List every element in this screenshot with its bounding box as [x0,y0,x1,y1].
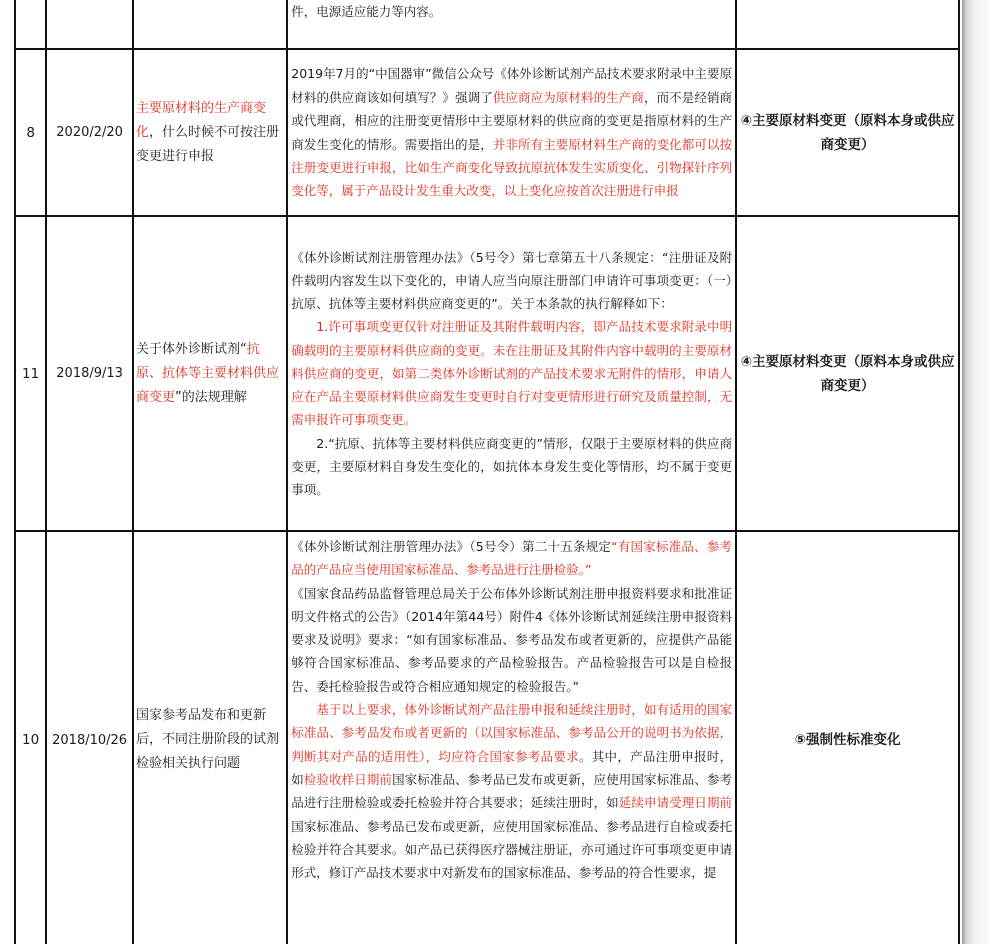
row-content [287,0,736,49]
row-index: 10 [15,531,46,944]
row-date: 2018/9/13 [46,216,133,531]
row-content-text [288,62,735,202]
table-row-8 [15,49,959,216]
row-category [736,0,959,49]
row-date: 2020/2/20 [46,49,133,216]
body-text: ”的法规理解 [175,389,247,405]
row-topic-text [134,338,286,410]
body-text: 关于体外诊断试剂“ [135,341,247,357]
body-text: 件，电源适应能力等内容。 [291,4,442,19]
row-content-text [288,246,735,501]
table-row-11 [15,216,959,531]
body-text: 《体外诊断试剂注册管理办法》（5号令）第七章第五十八条规定：“注册证及附件载明内容发生以下变化的，申请人应当向原注册部门申请许可事项变更：（一）抗原、抗体等主要材料供应商变更的”。关于本条款的执行解释如下： [291,249,733,312]
content-paragraph [291,432,732,502]
body-text: 2.“抗原、抗体等主要材料供应商变更的”情形，仅限于主要原材料的供应商变更，主要原材料自身发生变化的，如抗体本身发生变化等情形，均不属于变更事项。 [291,435,733,497]
row-topic [133,49,287,216]
row-date: 2018/10/26 [46,531,133,944]
body-text: ，而不是经销商或代理商，相应的注册变更情形中主要原材料的供应商的变更是指原材料的生产商发生变化的情形。需要指出的是， [291,89,733,152]
content-paragraph [291,582,732,698]
body-text: 国家标准品、参考品已发布或更新，应使用国家标准品、参考品进行自检或委托检验并符合其要求。如产品已获得医疗器械注册证，亦可通过许可事项变更申请形式，修订产品技术要求中对新发布的国家标准品、参考品的符合性要求，提 [291,818,733,881]
row-index: 8 [15,49,46,216]
row-topic-text [134,97,286,169]
highlighted-text: 抗原、抗体等主要材料供应商变更 [135,341,279,405]
row-index [15,0,46,49]
row-content-text [288,0,735,24]
table-row-partial [15,0,959,49]
content-paragraph [291,0,732,24]
highlighted-text: 检验收样日期前 [303,771,393,787]
highlighted-text: 并非所有主要原材料生产商的变化都可以按注册变更进行申报，比如生产商变化导致抗原抗体发生实质变化、引物探针序列变化等，属于产品设计发生重大改变，以上变化应按首次注册进行申报 [291,136,733,199]
row-content [287,216,736,531]
row-category-text: ④主要原材料变更（原料本身或供应商变更） [740,353,955,394]
row-topic-text [134,704,286,776]
body-text: 。其中，产品注册申报时，如 [291,748,733,787]
row-category-text: ⑤强制性标准变化 [794,732,901,748]
row-content [287,531,736,944]
content-paragraph [291,535,732,582]
highlighted-text: 延续申请受理日期前 [618,795,733,811]
row-category-text: ④主要原材料变更（原料本身或供应商变更） [740,112,955,153]
row-topic [133,531,287,944]
body-text: 2019年7月的“中国器审”微信公众号《体外诊断试剂产品技术要求附录中主要原材料的供应商该如何填写？》强调了 [291,66,733,105]
highlighted-text: 供应商应为原材料的生产商 [492,89,644,105]
highlighted-text: 基于以上要求，体外诊断试剂产品注册申报和延续注册时，如有适用的国家标准品、参考品发布或者更新的（以国家标准品、参考品公开的说明书为依据，判断其对产品的适用性），均应符合国家参考品要求 [291,702,733,764]
content-paragraph [291,315,732,431]
highlighted-text: “有国家标准品、参考品的产品应当使用国家标准品、参考品进行注册检验。” [291,539,733,578]
body-text: 《体外诊断试剂注册管理办法》（5号令）第二十五条规定 [291,539,612,554]
row-category [736,216,959,531]
content-paragraph [291,246,732,316]
highlighted-text: 1.许可事项变更仅针对注册证及其附件载明内容，即产品技术要求附录中明确载明的主要原材料供应商的变更。未在注册证及其附件内容中载明的主要原材料供应商的变更，如第二类体外诊断试剂的产品技术要求无附件的情形，申请人应在产品主要原材料供应商发生变更时自行对变更情形进行研究及质量控制，无需申报许可事项变更。 [291,319,733,428]
row-content [287,49,736,216]
body-text: ，什么时候不可按注册变更进行申报 [135,124,280,164]
row-category [736,531,959,944]
content-paragraph [291,62,732,202]
row-index: 11 [15,216,46,531]
row-content-text [288,532,735,884]
body-text: 国家参考品发布和更新后，不同注册阶段的试剂检验相关执行问题 [135,708,279,771]
highlighted-text: 主要原材料的生产商变化 [135,100,266,140]
regulation-table [14,0,960,944]
content-paragraph [291,698,732,884]
body-text: 《国家食品药品监督管理总局关于公布体外诊断试剂注册申报资料要求和批准证明文件格式的公告》（2014年第44号）附件4《体外诊断试剂延续注册申报资料要求及说明》要求：“如有国家标准品、参考品发布或者更新的，应提供产品能够符合国家标准品、参考品要求的产品检验报告。产品检验报告可以是自检报告、委托检验报告或符合相应通知规定的检验报告。” [291,585,733,694]
row-topic [133,0,287,49]
row-topic [133,216,287,531]
row-category [736,49,959,216]
body-text: 国家标准品、参考品已发布或更新，应使用国家标准品、参考品进行注册检验或委托检验并符合其要求；延续注册时，如 [291,771,733,811]
viewer-page-edge [962,0,989,944]
row-date [46,0,133,49]
table-row-10 [15,531,959,944]
